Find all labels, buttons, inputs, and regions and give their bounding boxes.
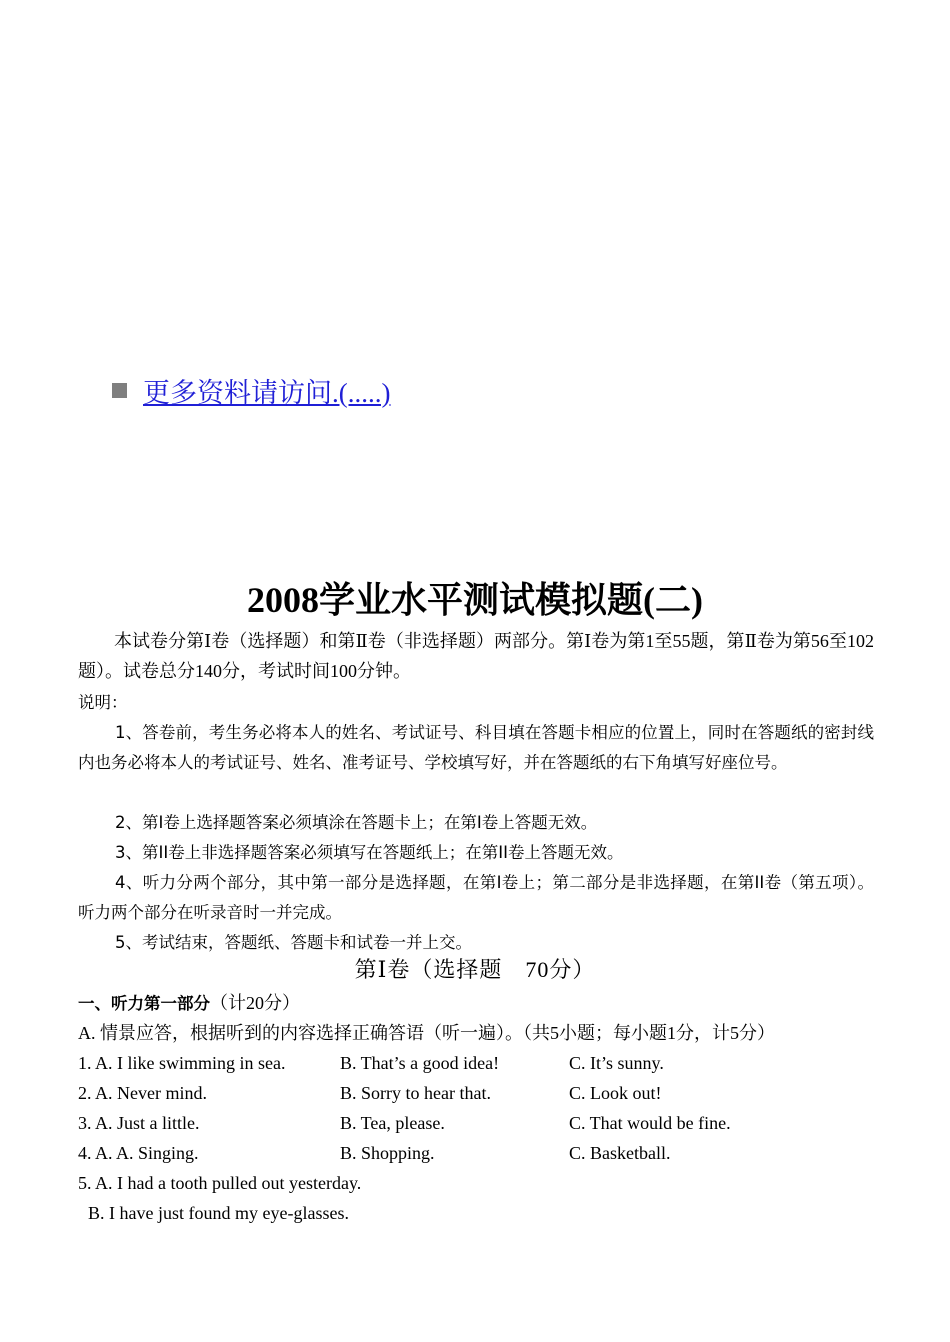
option-c: C. Basketball. xyxy=(569,1143,671,1163)
option-a: 2. A. Never mind. xyxy=(78,1083,207,1103)
note-item-4: 4、听力分两个部分，其中第一部分是选择题，在第Ⅰ卷上；第二部分是非选择题，在第II卷（第五项）。听力两个部分在听录音时一并完成。 xyxy=(78,873,874,922)
note-item-1: 1、答卷前，考生务必将本人的姓名、考试证号、科目填在答题卡相应的位置上，同时在答题纸的密封线内也务必将本人的考试证号、姓名、准考证号、学校填写好，并在答题纸的右下角填写好座位号。 xyxy=(78,723,874,772)
listening-part-one-label: 一、听力第一部分 xyxy=(78,994,210,1013)
option-c: C. Look out! xyxy=(569,1083,662,1103)
resource-link-row[interactable] xyxy=(112,372,390,408)
question-row xyxy=(78,1138,878,1168)
listening-part-one-heading xyxy=(78,988,300,1020)
square-bullet-icon xyxy=(112,383,127,398)
option-c: C. It’s sunny. xyxy=(569,1053,664,1073)
question-row xyxy=(78,1078,878,1108)
option-b: B. Tea, please. xyxy=(340,1113,445,1133)
note-item-5: 5、考试结束，答题纸、答题卡和试卷一并上交。 xyxy=(115,933,472,952)
note-item-3: 3、第II卷上非选择题答案必须填写在答题纸上；在第II卷上答题无效。 xyxy=(115,843,624,862)
listening-part-one-score: （计20分） xyxy=(210,993,300,1013)
option-a: 3. A. Just a little. xyxy=(78,1113,200,1133)
note-item-2: 2、第Ⅰ卷上选择题答案必须填涂在答题卡上；在第Ⅰ卷上答题无效。 xyxy=(115,813,598,832)
question-row xyxy=(78,1048,878,1078)
exam-title: 2008学业水平测试模拟题(二) xyxy=(247,580,703,620)
notes-heading: 说明： xyxy=(78,693,128,712)
option-b: B. Shopping. xyxy=(340,1143,435,1163)
option-c: C. That would be fine. xyxy=(569,1113,731,1133)
option-b: B. Sorry to hear that. xyxy=(340,1083,491,1103)
option-a: 1. A. I like swimming in sea. xyxy=(78,1053,286,1073)
instruction-a: A. 情景应答，根据听到的内容选择正确答语（听一遍）。（共5小题；每小题1分，计5分） xyxy=(78,1023,775,1043)
more-resources-link[interactable]: 更多资料请访问.(.....) xyxy=(143,377,391,408)
question-row xyxy=(78,1108,878,1138)
option-a: 4. A. A. Singing. xyxy=(78,1143,199,1163)
option-b: B. That’s a good idea! xyxy=(340,1053,500,1073)
question-5-option-b: B. I have just found my eye-glasses. xyxy=(88,1203,349,1223)
exam-intro: 本试卷分第Ⅰ卷（选择题）和第Ⅱ卷（非选择题）两部分。第Ⅰ卷为第1至55题，第Ⅱ卷为第56至102题）。试卷总分140分，考试时间100分钟。 xyxy=(78,631,874,681)
section-one-title: 第Ⅰ卷（选择题 70分） xyxy=(354,957,596,982)
question-5-option-a: 5. A. I had a tooth pulled out yesterday. xyxy=(78,1173,362,1193)
